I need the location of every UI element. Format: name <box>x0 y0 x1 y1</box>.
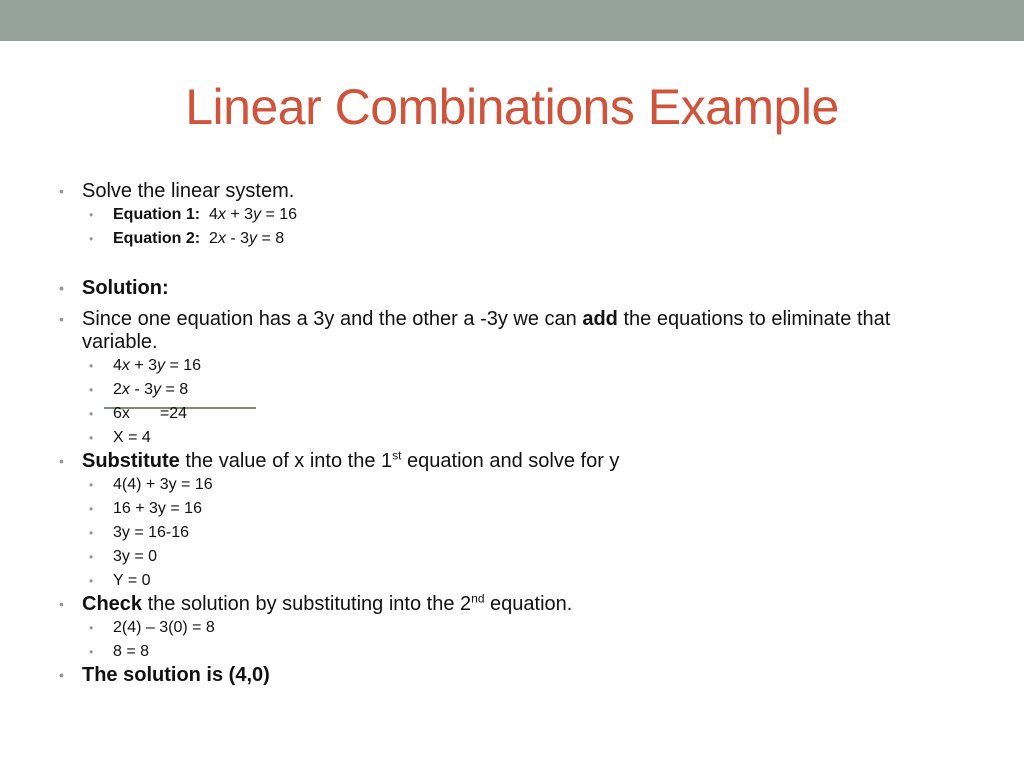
s1-v1: x <box>121 357 130 374</box>
sub-step <box>58 497 958 521</box>
s1-v2: y <box>157 357 166 374</box>
bullet-icon: • <box>89 502 94 516</box>
bullet-icon: • <box>59 596 64 612</box>
eq1-op: + 3 <box>225 206 254 223</box>
substitute-bold: Substitute <box>82 450 180 472</box>
sub-step <box>58 473 958 497</box>
eq1-v2: y <box>253 206 262 223</box>
bullet-icon: • <box>89 383 94 397</box>
bullet-icon: • <box>59 311 64 327</box>
bullet-icon: • <box>89 431 94 445</box>
bullet-solution <box>58 277 958 300</box>
slide-title: Linear Combinations Example <box>185 79 839 135</box>
bullet-intro <box>58 180 958 203</box>
add-step-4 <box>58 426 958 450</box>
s3-left: 6x <box>113 405 130 422</box>
eq1-rhs: = 16 <box>261 206 298 223</box>
since-text-1: Since one equation has a 3y and the other a -3y we can <box>82 308 583 330</box>
bullet-icon: • <box>89 550 94 564</box>
s1-c1: 4 <box>113 357 122 374</box>
s3-right: =24 <box>159 405 188 422</box>
s2-op: - 3 <box>129 381 154 398</box>
sub-step-text: 3y = 0 <box>113 548 158 565</box>
eq2-rhs: = 8 <box>257 230 285 247</box>
s1-rhs: = 16 <box>165 357 202 374</box>
eq2-v2: y <box>249 230 258 247</box>
sub-step-text: 4(4) + 3y = 16 <box>113 476 213 493</box>
s2-v2: y <box>153 381 162 398</box>
bullet-icon: • <box>89 645 94 659</box>
equation-1-label: Equation 1: <box>113 206 201 223</box>
check-step <box>58 616 958 640</box>
s2-v1: x <box>121 381 130 398</box>
s1-op: + 3 <box>129 357 158 374</box>
add-step-1 <box>58 354 958 378</box>
check-text-2: equation. <box>484 593 573 615</box>
since-text-2: the equations to eliminate that variable. <box>82 308 891 353</box>
bullet-substitute <box>58 450 958 473</box>
bullet-icon: • <box>89 359 94 373</box>
s4-text: X = 4 <box>113 429 151 446</box>
bullet-conclusion <box>58 664 958 687</box>
s2-rhs: = 8 <box>161 381 189 398</box>
sub-step-text: Y = 0 <box>113 572 151 589</box>
bullet-since <box>58 308 932 354</box>
bullet-icon: • <box>89 232 94 246</box>
substitute-sup: st <box>392 448 402 463</box>
eq2-c1: 2 <box>209 230 218 247</box>
equation-1 <box>58 203 958 227</box>
bullet-icon: • <box>89 574 94 588</box>
check-text-1: the solution by substituting into the 2 <box>142 593 472 615</box>
bullet-icon: • <box>59 280 64 296</box>
bullet-icon: • <box>89 526 94 540</box>
top-band <box>0 0 1024 41</box>
conclusion-text: The solution is (4,0) <box>82 664 270 686</box>
equation-2-label: Equation 2: <box>113 230 201 247</box>
eq1-v1: x <box>217 206 226 223</box>
sub-step-text: 16 + 3y = 16 <box>113 500 202 517</box>
check-bold: Check <box>82 593 143 615</box>
add-step-3 <box>58 402 958 426</box>
eq1-c1: 4 <box>209 206 218 223</box>
substitute-text-2: equation and solve for y <box>401 450 620 472</box>
slide-body <box>58 180 958 687</box>
sub-step <box>58 545 958 569</box>
equation-2 <box>58 227 958 251</box>
since-bold-add: add <box>582 308 618 330</box>
bullet-check <box>58 593 958 616</box>
substitute-text-1: the value of x into the 1 <box>179 450 393 472</box>
check-step <box>58 640 958 664</box>
check-step-text: 8 = 8 <box>113 643 150 660</box>
bullet-icon: • <box>89 208 94 222</box>
bullet-icon: • <box>89 478 94 492</box>
bullet-icon: • <box>89 621 94 635</box>
bullet-icon: • <box>59 667 64 683</box>
check-step-text: 2(4) – 3(0) = 8 <box>113 619 215 636</box>
sub-step <box>58 521 958 545</box>
intro-text: Solve the linear system. <box>82 180 295 202</box>
bullet-icon: • <box>59 453 64 469</box>
sub-step-text: 3y = 16-16 <box>113 524 190 541</box>
bullet-icon: • <box>59 183 64 199</box>
sub-step <box>58 569 958 593</box>
eq2-v1: x <box>217 230 226 247</box>
eq2-op: - 3 <box>225 230 250 247</box>
solution-label: Solution: <box>82 277 169 299</box>
bullet-icon: • <box>89 407 94 421</box>
add-step-2 <box>58 378 958 402</box>
s2-c1: 2 <box>113 381 122 398</box>
check-sup: nd <box>471 591 485 606</box>
